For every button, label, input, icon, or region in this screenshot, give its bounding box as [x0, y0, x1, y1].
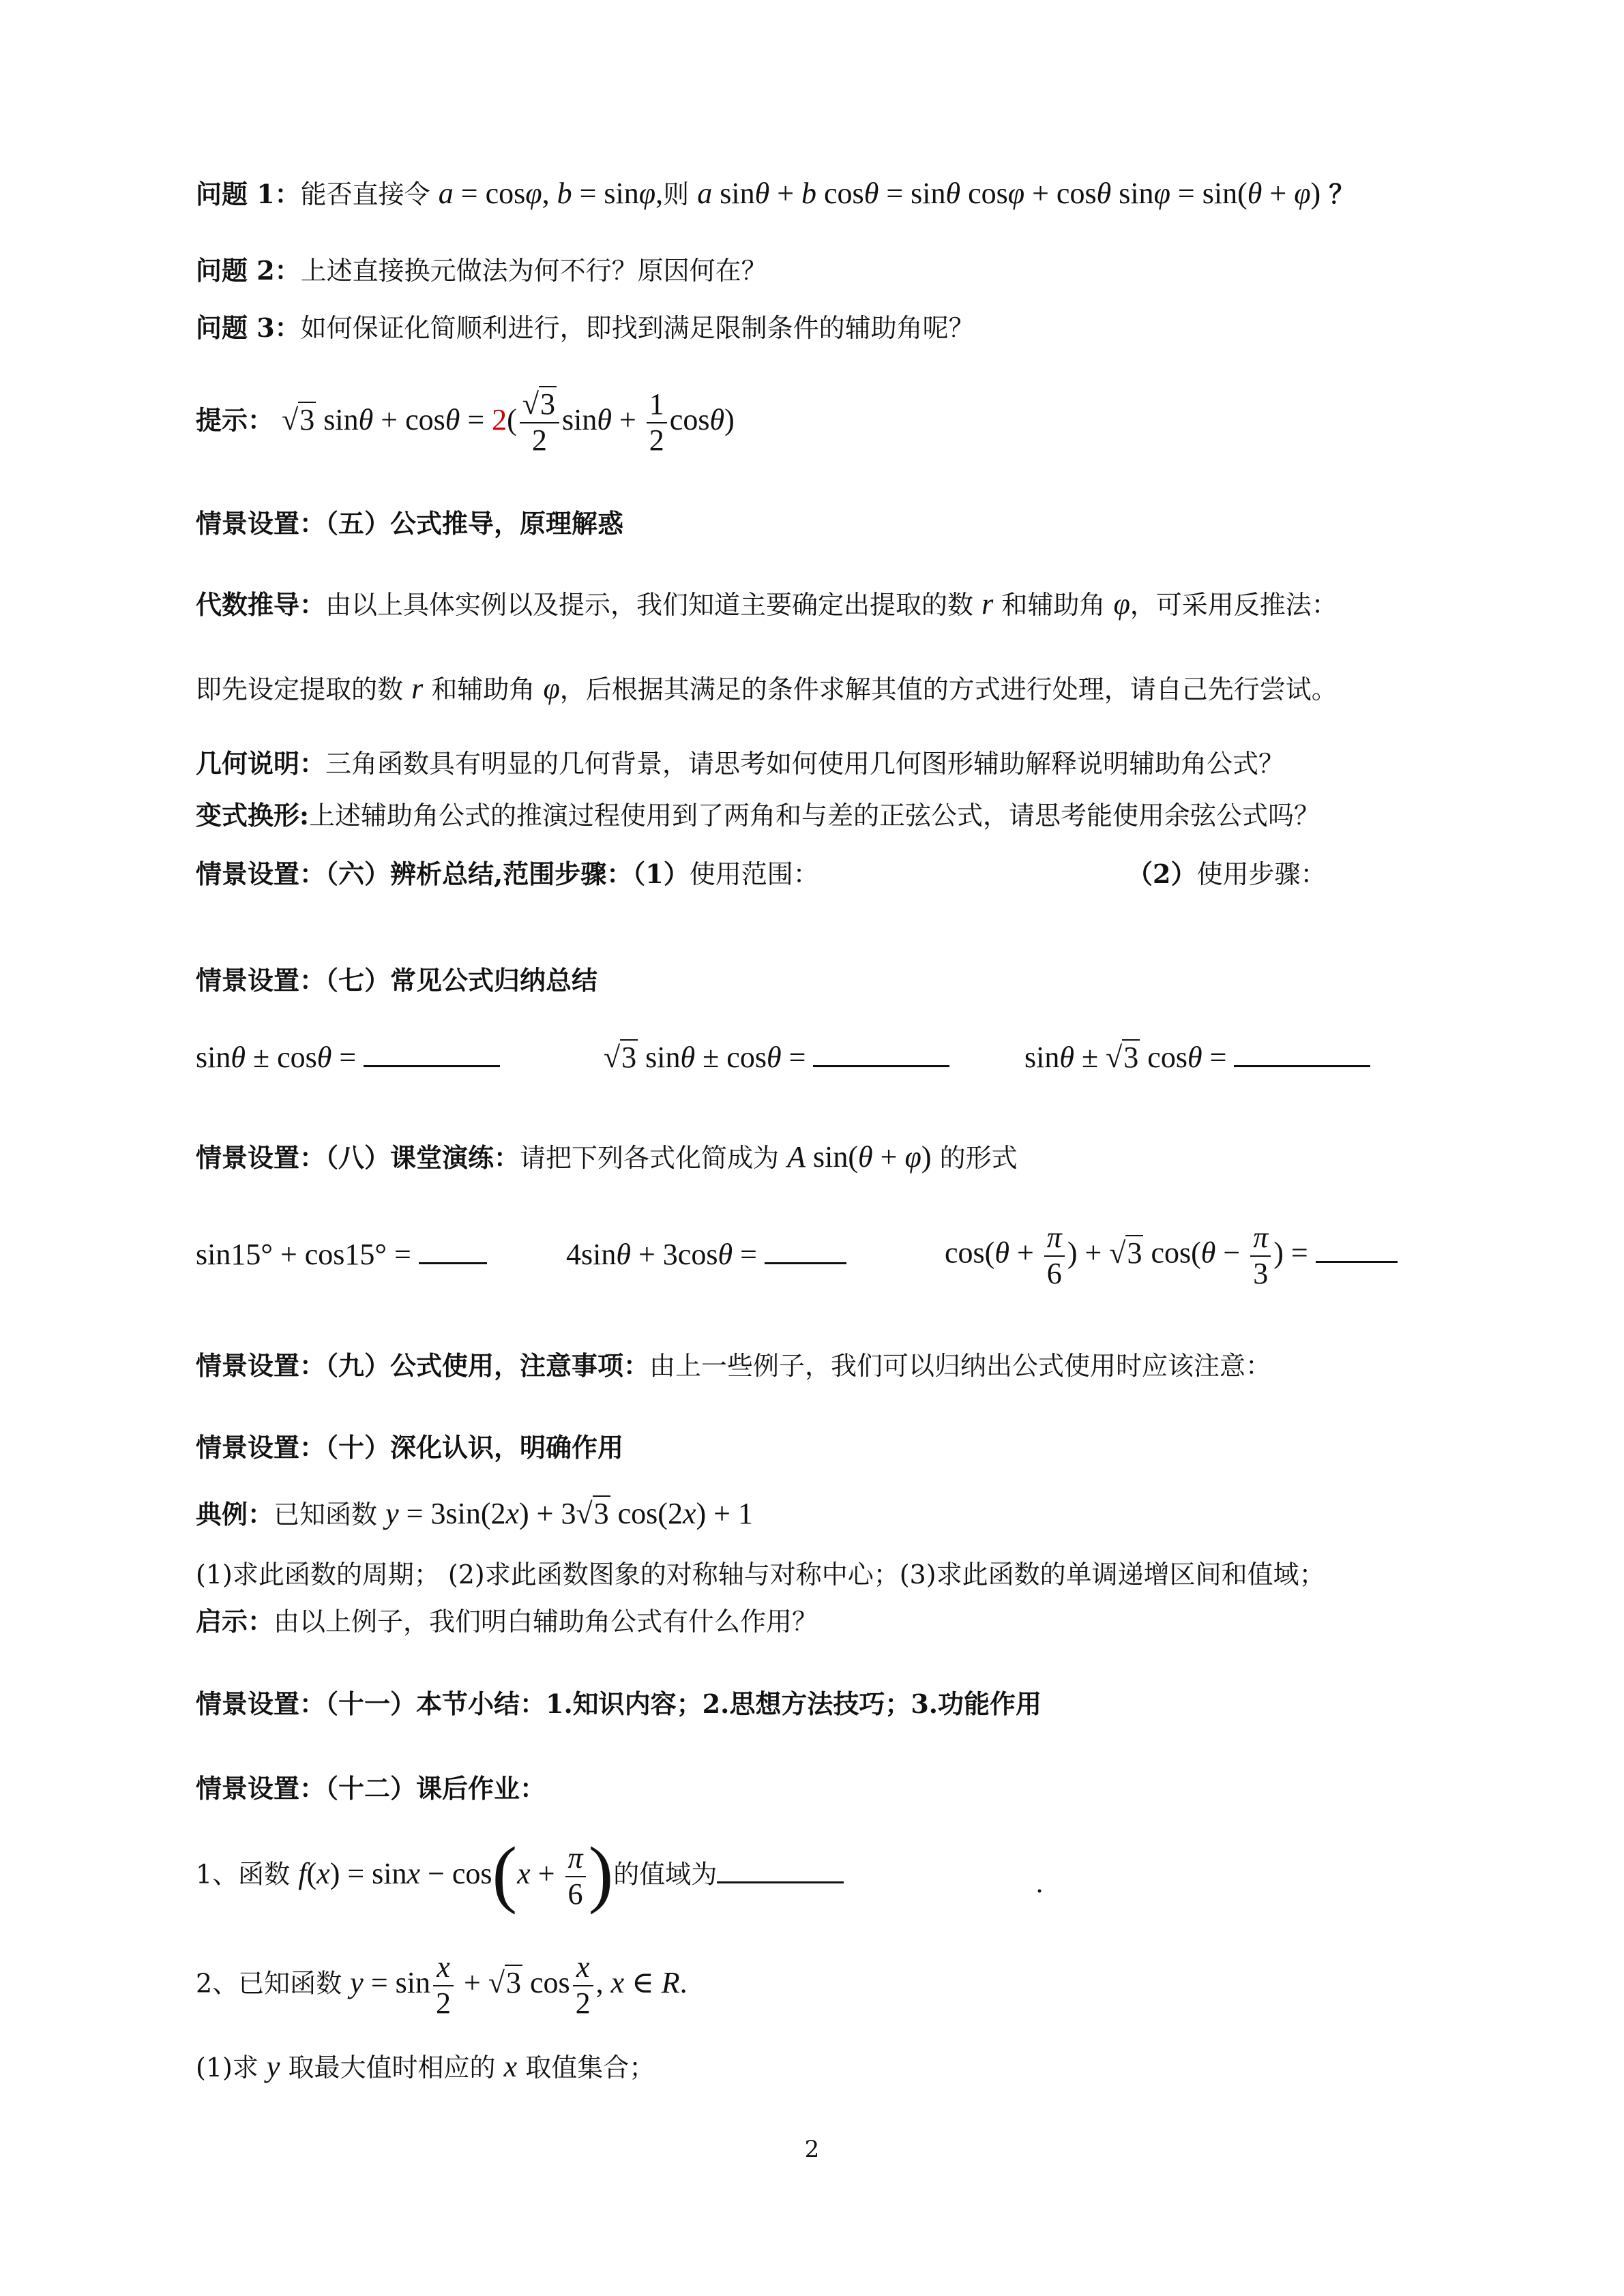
variant-label: 变式换形: — [196, 800, 310, 831]
question-1-formula: a = cosφ, b = sinφ, — [438, 177, 664, 210]
answer-blank-1[interactable] — [364, 1045, 500, 1067]
target-form: A sin(θ + φ) — [787, 1140, 932, 1174]
page-number: 2 — [804, 2136, 820, 2163]
question-3-label: 问题 3： — [196, 312, 301, 343]
hw2-1-a: (1)求 — [196, 2053, 259, 2083]
algebra-line2-b: 和辅助角 — [431, 674, 535, 704]
geometry-note — [196, 748, 1284, 780]
section-8-end: 的形式 — [939, 1143, 1018, 1173]
hint — [196, 387, 735, 458]
steps-text: 使用步骤： — [1196, 859, 1327, 889]
algebra-derivation-line-2 — [196, 671, 1338, 707]
question-1-mid: 则 — [663, 179, 690, 209]
section-9-title: （九）公式使用，注意事项： — [325, 1350, 650, 1381]
var-y: y — [266, 2050, 280, 2083]
hw2-1-b: 取最大值时相应的 — [288, 2053, 496, 2083]
question-3-text: 如何保证化简顺利进行，即找到满足限制条件的辅助角呢？ — [300, 313, 975, 343]
insight-text: 由以上例子，我们明白辅助角公式有什么作用？ — [274, 1607, 818, 1637]
section-6-label: 情景设置： — [196, 859, 326, 889]
section-9-label: 情景设置： — [196, 1350, 326, 1381]
example — [196, 1496, 753, 1532]
question-1-identity: a sinθ + b cosθ = sinθ cosφ + cosθ sinφ = sin(θ + φ) — [697, 177, 1321, 210]
homework-1-function: f(x) = sinx − cos(x + $\frac{\pi}{6}$ ) — [298, 1831, 614, 1915]
section-11-heading — [196, 1688, 1042, 1720]
common-formula-3: sinθ ± √3 cosθ = — [1024, 1040, 1370, 1076]
section-5-title: （五）公式推导，原理解惑 — [325, 508, 624, 539]
var-phi-2: φ — [543, 672, 560, 705]
algebra-line2-a: 即先设定提取的数 — [196, 674, 404, 704]
insight — [196, 1606, 818, 1638]
variant-text: 上述辅助角公式的推演过程使用到了两角和与差的正弦公式，请思考能使用余弦公式吗？ — [309, 801, 1320, 831]
exercise-1: sin15° + cos15° = — [196, 1237, 487, 1273]
section-7-title: （七）常见公式归纳总结 — [325, 965, 598, 996]
section-9-heading — [196, 1350, 1271, 1382]
example-function: y = 3sin(2x) + 3√3 cos(2x) + 1 — [385, 1497, 753, 1530]
algebra-text-1: 由以上具体实例以及提示，我们知道主要确定出提取的数 — [325, 590, 974, 620]
question-1-end: ？ — [1329, 179, 1355, 209]
section-8-title: （八）课堂演练： — [325, 1142, 520, 1173]
homework-2-part-1 — [196, 2049, 655, 2085]
section-12-label: 情景设置： — [196, 1773, 326, 1804]
section-10-label: 情景设置： — [196, 1432, 326, 1463]
section-9-text: 由上一些例子，我们可以归纳出公式使用时应该注意： — [649, 1351, 1272, 1381]
steps-num: （2） — [1127, 859, 1197, 889]
section-8-label: 情景设置： — [196, 1142, 326, 1173]
section-5-heading — [196, 508, 623, 539]
example-parts: (1)求此函数的周期； (2)求此函数图象的对称轴与对称中心；(3)求此函数的单调递增区间和值域； — [196, 1560, 1325, 1590]
section-12-heading — [196, 1773, 546, 1804]
range-text: 使用范围： — [689, 859, 819, 889]
question-2 — [196, 255, 767, 287]
homework-1-dot: . — [1035, 1868, 1044, 1898]
section-7-heading — [196, 965, 597, 996]
hint-formula: √3 sinθ + cosθ = 2( $\frac{√3}{2}$ sinθ + $\frac{1}{2}$ cosθ) — [282, 387, 735, 457]
section-8-text: 请把下列各式化简成为 — [520, 1143, 780, 1173]
section-11-label: 情景设置： — [196, 1688, 326, 1719]
steps-heading — [1127, 859, 1326, 891]
homework-1-blank[interactable] — [717, 1861, 844, 1883]
geometry-label: 几何说明： — [196, 748, 326, 779]
example-text: 已知函数 — [274, 1500, 378, 1530]
example-label: 典例： — [196, 1499, 274, 1530]
hw2-1-c: 取值集合； — [525, 2053, 655, 2083]
section-7-label: 情景设置： — [196, 965, 326, 996]
exercise-2: 4sinθ + 3cosθ = — [566, 1237, 846, 1273]
exercise-blank-3[interactable] — [1316, 1240, 1398, 1263]
geometry-text: 三角函数具有明显的几何背景，请思考如何使用几何图形辅助解释说明辅助角公式？ — [325, 749, 1285, 779]
section-6-title: （六）辨析总结,范围步骤： — [325, 859, 633, 889]
section-11-title: （十一）本节小结：1.知识内容；2.思想方法技巧；3.功能作用 — [325, 1688, 1042, 1719]
section-12-title: （十二）课后作业： — [325, 1773, 546, 1804]
var-phi: φ — [1113, 587, 1130, 621]
section-8-heading — [196, 1139, 1018, 1176]
answer-blank-3[interactable] — [1234, 1045, 1370, 1067]
common-formula-1: sinθ ± cosθ = — [196, 1040, 500, 1076]
question-3 — [196, 312, 975, 344]
var-r-2: r — [411, 672, 424, 705]
algebra-derivation — [196, 586, 1338, 623]
answer-blank-2[interactable] — [813, 1045, 949, 1067]
section-10-heading — [196, 1432, 623, 1463]
algebra-line2-c: ，后根据其满足的条件求解其值的方式进行处理，请自己先行尝试。 — [559, 674, 1338, 704]
exercise-blank-1[interactable] — [419, 1242, 487, 1264]
common-formula-2: √3 sinθ ± cosθ = — [604, 1040, 949, 1076]
algebra-label: 代数推导： — [196, 589, 326, 620]
variant-note — [196, 800, 1320, 832]
var-r: r — [981, 587, 994, 621]
homework-2-prefix: 2、已知函数 — [196, 1968, 342, 1999]
var-x: x — [503, 2050, 518, 2083]
section-5-label: 情景设置： — [196, 508, 326, 539]
exercise-3: cos(θ + $\frac{\pi}{6}$ ) + √3 cos(θ − $\frac{\pi}{3}$ ) = — [945, 1221, 1398, 1291]
question-2-label: 问题 2： — [196, 255, 301, 286]
insight-label: 启示： — [196, 1606, 274, 1637]
question-2-text: 上述直接换元做法为何不行？原因何在？ — [300, 256, 767, 286]
question-1 — [196, 176, 1355, 212]
algebra-text-2: 和辅助角 — [1001, 590, 1106, 620]
homework-1-prefix: 1、函数 — [196, 1859, 291, 1890]
hint-label: 提示： — [196, 404, 274, 436]
hint-factor: 2 — [492, 402, 507, 436]
exercise-blank-2[interactable] — [765, 1242, 846, 1264]
homework-1-suffix: 的值域为 — [613, 1859, 718, 1890]
question-1-text: 能否直接令 — [300, 179, 430, 209]
homework-1 — [196, 1831, 844, 1915]
section-6-heading — [196, 859, 819, 891]
homework-2-function: y = sin $\frac{x}{2}$ + √3 cos $\frac{x}{2}$ , x ∈ R. — [350, 1950, 688, 2020]
homework-2 — [196, 1950, 688, 2021]
question-1-label: 问题 1： — [196, 179, 301, 209]
algebra-text-3: ，可采用反推法： — [1130, 590, 1338, 620]
range-num: （1） — [632, 859, 690, 889]
section-10-title: （十）深化认识，明确作用 — [325, 1432, 624, 1463]
